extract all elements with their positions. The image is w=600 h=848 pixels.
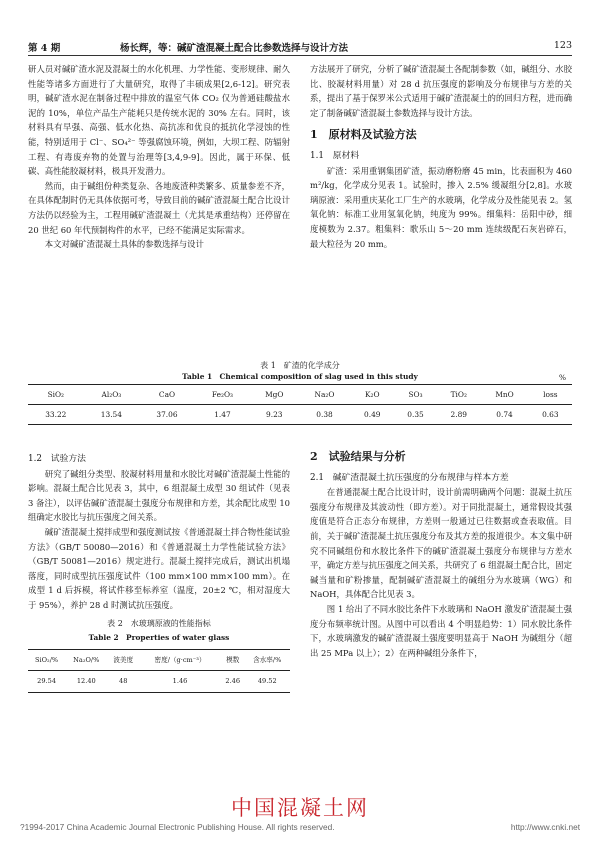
table2-header-cell: 含水率/%: [245, 649, 290, 671]
table2-value-cell: 2.46: [221, 671, 245, 693]
table1-value-cell: 1.47: [195, 405, 250, 425]
paragraph: 方法展开了研究，分析了碱矿渣混凝土各配制参数（如，碱组分、水胶比、胶凝材料用量）对 28 d 抗压强度的影响及分布规律与方差的关系，提出了基于保罗米公式适用于碱矿渣混凝土的的回归方程，进而确定了制备碱矿渣混凝土参数选择与设计方法。: [310, 64, 572, 118]
paragraph: 矿渣：采用重钢集团矿渣，振动磨粉磨 45 min，比表面积为 460 m²/kg，化学成分见表 1。试验时，掺入 2.5% 缓凝组分[2,8]。水玻璃原液：采用重庆某化工厂生产的水玻璃，化学成分及性能见表 2。氢氧化钠：标准工业用氢氧化钠，纯度为 99%。细集料：岳阳中砂，细度模数为 2.37。粗集料：歌乐山 5～20 mm 连续级配石灰岩碎石，最大粒径为 20 mm。: [310, 165, 572, 249]
table2-caption-cn: 表 2 水玻璃原液的性能指标: [107, 618, 211, 628]
table1-header-cell: SO₃: [394, 385, 437, 405]
table1: [28, 384, 572, 425]
table2-header-cell: 密度/（g·cm⁻³）: [139, 649, 221, 671]
table2-value-cell: 48: [107, 671, 139, 693]
table1-value-cell: 13.54: [84, 405, 140, 425]
table1-value-cell: 9.23: [250, 405, 298, 425]
left-column-bottom: [28, 450, 290, 693]
table2-caption-en: Table 2 Properties of water glass: [88, 633, 230, 643]
table1-header-cell: loss: [529, 385, 572, 405]
table2-value-cell: 49.52: [245, 671, 290, 693]
table1-header-cell: MgO: [250, 385, 298, 405]
table1-header-cell: MnO: [480, 385, 528, 405]
paragraph: 然而，由于碱组份种类复杂、各地废渣种类繁多、质量参差不齐，在具体配制时仍无具体依据可考，导致目前的碱矿渣混凝土配合比设计方法仍以经验为主，工程用碱矿渣混凝土（尤其是承重结构）还停留在 20 世纪 60 年代预制构件的水平，已经不能满足实际需求。: [28, 180, 290, 235]
footer-url: http://www.cnki.net: [510, 822, 580, 832]
site-watermark: 中国混凝土网: [231, 796, 369, 820]
table1-caption-cn: 表 1 矿渣的化学成分: [260, 361, 340, 370]
table2-header-cell: Na₂O/%: [65, 649, 107, 671]
running-header: [28, 40, 572, 56]
subsection-heading: 1.1 原材料: [310, 150, 360, 161]
table2: [28, 649, 290, 693]
table2-header-cell: SiO₂/%: [28, 649, 65, 671]
section-heading: 2 试验结果与分析: [310, 450, 406, 463]
paragraph: 图 1 给出了不同水胶比条件下水玻璃和 NaOH 激发矿渣混凝土强度分布频率统计图。从图中可以看出 4 个明显趋势：1）同水胶比条件下，水玻璃激发的碱矿渣混凝土强度要明显高于 NaOH 为碱组分（超出 25 MPa 以上）；2）在两种碱组分条件下，: [310, 603, 572, 658]
table1-value-cell: 0.35: [394, 405, 437, 425]
table1-header-cell: CaO: [139, 385, 195, 405]
table1-value-cell: 0.74: [480, 405, 528, 425]
paragraph: 在普通混凝土配合比设计时，设计前需明确两个问题：混凝土抗压强度分布规律及其波动性（即方差）。对于同批混凝土，通常假设其强度值是符合正态分布规律，方差则一般通过已往数据或查表取值。目前，关于碱矿渣混凝土抗压强度分布及其方差的报道很少。本文集中研究不同碱组份和水胶比条件下的碱矿渣混凝土强度分布规律与方差水平，确定方差与抗压强度之间关系，共研究了 6 组混凝土配合比，固定碱当量和矿粉掺量，配制碱矿渣混凝土的碱组分为水玻璃（WG）和 NaOH，具体配合比见表 3。: [310, 487, 572, 600]
subsection-heading: 2.1 碱矿渣混凝土抗压强度的分布规律与样本方差: [310, 472, 509, 483]
running-title: 杨长辉，等：碱矿渣混凝土配合比参数选择与设计方法: [120, 43, 349, 54]
table1-value-cell: 33.22: [28, 405, 84, 425]
table1-unit: %: [558, 373, 566, 382]
table2-value-cell: 12.40: [65, 671, 107, 693]
table2-header-cell: 波美度: [107, 649, 139, 671]
table1-value-cell: 2.89: [437, 405, 480, 425]
table1-value-cell: 0.63: [529, 405, 572, 425]
table1-header-cell: Na₂O: [298, 385, 350, 405]
table2-caption: [28, 617, 290, 646]
right-column-top: [310, 62, 572, 251]
table1-value-cell: 0.49: [351, 405, 394, 425]
table1-header-cell: SiO₂: [28, 385, 84, 405]
table1-header-cell: Fe₂O₃: [195, 385, 250, 405]
right-column-bottom: [310, 450, 572, 660]
table1-header-cell: K₂O: [351, 385, 394, 405]
table1-caption-en: Table 1 Chemical composition of slag used in this study: [182, 372, 418, 381]
subsection-heading: 1.2 试验方法: [28, 454, 86, 464]
table1-caption: [28, 360, 572, 382]
table2-header-cell: 模数: [221, 649, 245, 671]
table1-value-cell: 0.38: [298, 405, 350, 425]
section-heading: 1 原材料及试验方法: [310, 128, 417, 142]
paragraph: 本文对碱矿渣混凝土具体的参数选择与设计: [44, 239, 204, 250]
footer-copyright: ?1994-2017 China Academic Journal Electronic Publishing House. All rights reserved.: [20, 822, 335, 832]
table1-header-cell: Al₂O₃: [84, 385, 140, 405]
paragraph: 研究了碱组分类型、胶凝材料用量和水胶比对碱矿渣混凝土性能的影响。混凝土配合比见表 3，其中，6 组混凝土成型 30 组试件（见表 3 备注），以评估碱矿渣混凝土强度分布规律和方差，其余配比成型 10 组确定水胶比与抗压强度之间关系。: [28, 468, 290, 523]
table1-header-cell: TiO₂: [437, 385, 480, 405]
page-number: 123: [553, 40, 572, 51]
table2-value-cell: 1.46: [139, 671, 221, 693]
paragraph: 碱矿渣混凝土搅拌成型和强度测试按《普通混凝土拌合物性能试验方法》（GB/T 50080—2016）和《普通混凝土力学性能试验方法》（GB/T 50081—2016）规定进行。混凝土搅拌完成后，测试出机塌落度，同时成型抗压强度试件（100 mm×100 mm×100 mm）。在成型 1 d 后拆模，将试件移至标养室（温度，20±2 ℃，相对湿度大于 95%），养护 28 d 时测试抗压强度。: [28, 526, 290, 610]
table2-value-cell: 29.54: [28, 671, 65, 693]
header-rule: [28, 55, 572, 56]
issue-number: 第 4 期: [28, 43, 61, 54]
paragraph: 研人员对碱矿渣水泥及混凝土的水化机理、力学性能、变形规律、耐久性能等诸多方面进行了大量研究，取得了丰硕成果[2,6-12]。研究表明，碱矿渣水泥在制备过程中排放的温室气体 CO₂ 仅为普通硅酸盐水泥的 10%，单位产品生产能耗只是传统水泥的 30% 左右。同时，该材料具有早强、高强、低水化热、高抗冻和优良的抵抗化学浸蚀的性能，特别适用于 Cl⁻、SO₄²⁻ 等强腐蚀环境，例如，大坝工程、防辐射工程、有毒废弃物的处置与治理等[3,4,9-9]。因此，属于环保、低碳、高性能胶凝材料，极具开发潜力。: [28, 64, 290, 177]
page-footer: [20, 822, 580, 832]
left-column-top: [28, 62, 290, 252]
table1-value-cell: 37.06: [139, 405, 195, 425]
